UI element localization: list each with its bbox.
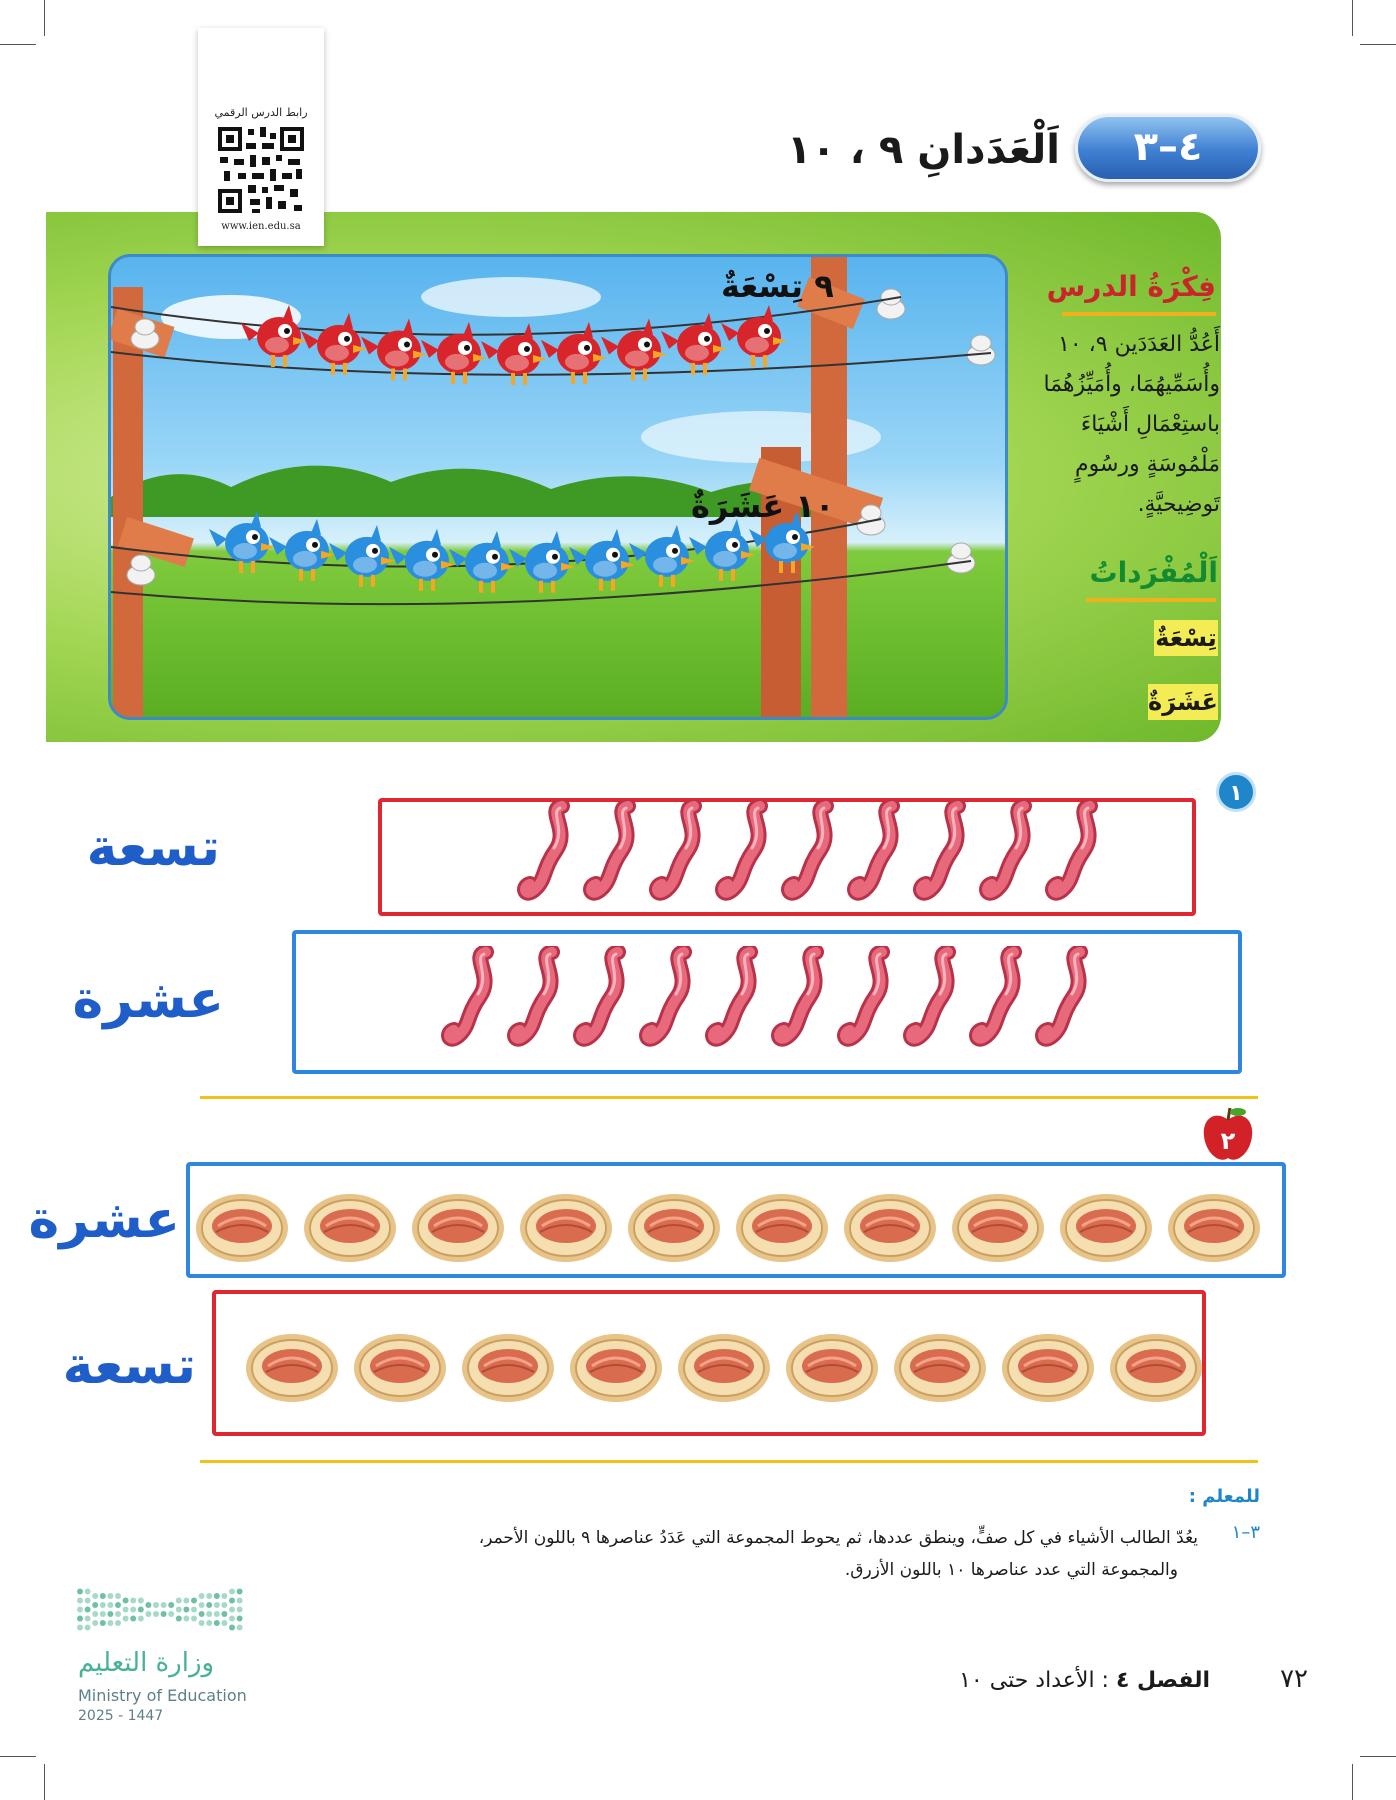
logo-dot — [214, 1602, 220, 1608]
nests-row-nine — [238, 1328, 1210, 1408]
logo-dot — [176, 1616, 182, 1622]
nest-icon — [944, 1188, 1052, 1268]
bird — [269, 519, 335, 581]
logo-dot — [123, 1598, 129, 1604]
worm-icon — [836, 946, 902, 1056]
worm-icon — [648, 800, 714, 910]
logo-dot — [115, 1593, 121, 1599]
section-divider — [200, 1460, 1258, 1463]
logo-dot — [145, 1611, 151, 1617]
idea-line: تَوضِيحيَّةٍ. — [1137, 492, 1220, 517]
logo-dot — [206, 1602, 212, 1608]
crop-mark — [1352, 1764, 1353, 1800]
logo-dot — [115, 1602, 121, 1608]
crop-mark — [44, 1764, 45, 1800]
logo-dot — [153, 1611, 159, 1617]
logo-dot — [214, 1611, 220, 1617]
logo-dot — [145, 1602, 151, 1608]
nest-icon — [1052, 1188, 1160, 1268]
logo-dot — [221, 1611, 227, 1617]
qr-code-icon[interactable] — [216, 125, 306, 215]
idea-line: أَعُدُّ العَدَدَين ٩، ١٠ — [1058, 332, 1220, 357]
academic-year: 2025 - 1447 — [78, 1708, 164, 1724]
vocab-word-nine: تِسْعَةٌ — [1154, 620, 1218, 656]
logo-dot — [100, 1620, 106, 1626]
nest-icon — [512, 1188, 620, 1268]
logo-dot — [138, 1616, 144, 1622]
nest-icon — [1160, 1188, 1268, 1268]
logo-dot — [77, 1616, 83, 1622]
answer-ten: عشرة — [72, 970, 224, 1030]
logo-dot — [191, 1607, 197, 1613]
logo-dot — [199, 1611, 205, 1617]
logo-dot — [115, 1620, 121, 1626]
crop-mark — [0, 1756, 36, 1757]
logo-dot — [77, 1598, 83, 1604]
logo-dot — [107, 1620, 113, 1626]
worm-icon — [704, 946, 770, 1056]
logo-dot — [206, 1620, 212, 1626]
bird — [569, 529, 635, 591]
worm-icon — [978, 800, 1044, 910]
logo-dot — [206, 1593, 212, 1599]
title-underline — [1062, 312, 1216, 316]
answer-ten-2: عشرة — [28, 1190, 180, 1250]
logo-dot — [168, 1602, 174, 1608]
logo-dot — [92, 1602, 98, 1608]
title-underline — [1086, 598, 1216, 602]
ministry-name-english: Ministry of Education — [78, 1686, 247, 1705]
logo-dot — [85, 1625, 91, 1631]
logo-dot — [221, 1620, 227, 1626]
nest-icon — [836, 1188, 944, 1268]
idea-line: وأُسَمِّيهُمَا، وأُمَيِّزُهُمَا — [1043, 372, 1220, 397]
lesson-idea-title: فِكْرَةُ الدرس — [1046, 270, 1216, 303]
idea-line: مَلْمُوسَةٍ ورسُومٍ — [1074, 452, 1220, 477]
logo-dot — [183, 1607, 189, 1613]
nest-icon — [454, 1328, 562, 1408]
worm-icon — [1034, 946, 1100, 1056]
logo-dot — [77, 1625, 83, 1631]
logo-dot — [161, 1602, 167, 1608]
vocabulary-title: اَلْمُفْرَداتُ — [1089, 556, 1218, 589]
nest-icon — [886, 1328, 994, 1408]
logo-dot — [92, 1620, 98, 1626]
bird — [449, 531, 515, 593]
logo-dot — [229, 1589, 235, 1595]
logo-dot — [183, 1598, 189, 1604]
note-line: والمجموعة التي عدد عناصرها ١٠ باللون الأزرق. — [844, 1560, 1178, 1580]
nest-icon — [404, 1188, 512, 1268]
logo-dot — [229, 1625, 235, 1631]
logo-dot — [206, 1611, 212, 1617]
lesson-number-badge: ٤–٣ — [1075, 114, 1261, 182]
logo-dot — [229, 1616, 235, 1622]
bird — [689, 519, 755, 581]
logo-dot — [107, 1602, 113, 1608]
logo-dot — [123, 1616, 129, 1622]
nest-icon — [562, 1328, 670, 1408]
red-birds-row — [241, 305, 787, 385]
worm-icon — [516, 800, 582, 910]
lesson-idea-text — [1030, 325, 1220, 525]
logo-dot — [161, 1611, 167, 1617]
logo-dot — [199, 1602, 205, 1608]
nest-icon — [1102, 1328, 1210, 1408]
qr-label: رابط الدرس الرقمي — [214, 106, 308, 119]
logo-dot — [237, 1607, 243, 1613]
bird — [389, 529, 455, 591]
worm-icon — [440, 946, 506, 1056]
logo-dot — [138, 1607, 144, 1613]
worms-row-ten — [440, 946, 1100, 1056]
logo-dot — [115, 1611, 121, 1617]
crop-mark — [1352, 0, 1353, 36]
worm-icon — [770, 946, 836, 1056]
logo-dot — [191, 1598, 197, 1604]
nest-icon — [188, 1188, 296, 1268]
answer-nine-2: تسعة — [62, 1336, 196, 1396]
worm-icon — [902, 946, 968, 1056]
nest-icon — [620, 1188, 728, 1268]
qr-url[interactable]: www.ien.edu.sa — [221, 221, 301, 232]
nest-icon — [296, 1188, 404, 1268]
logo-dot — [92, 1593, 98, 1599]
scene-drawing — [111, 257, 1008, 720]
exercise-2-badge: ٢ — [1220, 1127, 1236, 1155]
logo-dot — [153, 1602, 159, 1608]
section-divider — [200, 1096, 1258, 1099]
logo-dot — [183, 1616, 189, 1622]
logo-dot — [191, 1616, 197, 1622]
logo-dot — [168, 1611, 174, 1617]
bird — [209, 511, 275, 573]
crop-mark — [1360, 44, 1396, 45]
logo-dot — [138, 1598, 144, 1604]
worm-icon — [780, 800, 846, 910]
logo-dot — [199, 1620, 205, 1626]
logo-dot — [92, 1611, 98, 1617]
worm-icon — [572, 946, 638, 1056]
worm-icon — [1044, 800, 1110, 910]
ten-label: ١٠ عَشَرَةٌ — [691, 487, 835, 525]
chapter-title — [800, 1668, 1210, 1693]
worm-icon — [582, 800, 648, 910]
worm-icon — [912, 800, 978, 910]
logo-dot — [130, 1607, 136, 1613]
qr-card[interactable] — [198, 28, 324, 246]
logo-dot — [237, 1616, 243, 1622]
logo-dot — [77, 1589, 83, 1595]
logo-dot — [199, 1593, 205, 1599]
logo-dot — [100, 1593, 106, 1599]
chapter-number: الفصل ٤ — [1115, 1668, 1210, 1693]
logo-dot — [130, 1598, 136, 1604]
nine-label: ٩ تِسْعَةٌ — [721, 267, 834, 305]
nest-icon — [238, 1328, 346, 1408]
worm-icon — [846, 800, 912, 910]
logo-dot — [107, 1611, 113, 1617]
logo-dot — [85, 1589, 91, 1595]
logo-dot — [107, 1593, 113, 1599]
worms-row-nine — [516, 800, 1110, 910]
worm-icon — [968, 946, 1034, 1056]
logo-dot — [221, 1602, 227, 1608]
teacher-note-label: للمعلم : — [1188, 1486, 1260, 1507]
logo-dot — [85, 1616, 91, 1622]
nest-icon — [994, 1328, 1102, 1408]
vocab-word-ten: عَشَرَةٌ — [1148, 684, 1218, 720]
logo-dot — [130, 1616, 136, 1622]
nest-icon — [346, 1328, 454, 1408]
logo-dot — [237, 1598, 243, 1604]
logo-dot — [123, 1607, 129, 1613]
logo-dot — [85, 1607, 91, 1613]
crop-mark — [1360, 1756, 1396, 1757]
bird — [329, 525, 395, 587]
bird — [629, 525, 695, 587]
crop-mark — [0, 44, 36, 45]
nest-icon — [778, 1328, 886, 1408]
ministry-name-arabic: وزارة التعليم — [78, 1648, 215, 1678]
bird — [301, 313, 367, 375]
worm-icon — [714, 800, 780, 910]
answer-nine: تسعة — [86, 818, 220, 878]
logo-dot — [85, 1598, 91, 1604]
ministry-logo-icon — [76, 1580, 248, 1640]
exercise-1-badge: ١ — [1216, 772, 1256, 812]
birds-on-wires-illustration — [108, 254, 1008, 720]
crop-mark — [44, 0, 45, 36]
logo-dot — [100, 1602, 106, 1608]
worm-icon — [506, 946, 572, 1056]
logo-dot — [77, 1607, 83, 1613]
teacher-note-text — [330, 1522, 1198, 1586]
logo-dot — [237, 1625, 243, 1631]
logo-dot — [176, 1607, 182, 1613]
chapter-name: : الأعداد حتى ١٠ — [959, 1668, 1116, 1693]
nest-icon — [670, 1328, 778, 1408]
worm-icon — [638, 946, 704, 1056]
logo-dot — [176, 1598, 182, 1604]
logo-dot — [237, 1589, 243, 1595]
logo-dot — [229, 1598, 235, 1604]
nests-row-ten — [188, 1188, 1268, 1268]
idea-line: باستِعْمَالِ أَشْيَاءَ — [1080, 412, 1220, 437]
bird — [509, 531, 575, 593]
lesson-title: اَلْعَدَدانِ ٩ ، ١٠ — [786, 127, 1060, 173]
logo-dot — [100, 1611, 106, 1617]
logo-dot — [229, 1607, 235, 1613]
page-number: ٧٢ — [1280, 1664, 1308, 1694]
note-line: يعُدّ الطالب الأشياء في كل صفٍّ، وينطق عددها، ثم يحوط المجموعة التي عَدَدُ عناصرها ٩ باللون الأحمر، — [478, 1528, 1198, 1548]
logo-dot — [221, 1593, 227, 1599]
logo-dot — [214, 1593, 220, 1599]
logo-dot — [214, 1620, 220, 1626]
nest-icon — [728, 1188, 836, 1268]
teacher-note-ref: ٣–١ — [1231, 1522, 1260, 1543]
